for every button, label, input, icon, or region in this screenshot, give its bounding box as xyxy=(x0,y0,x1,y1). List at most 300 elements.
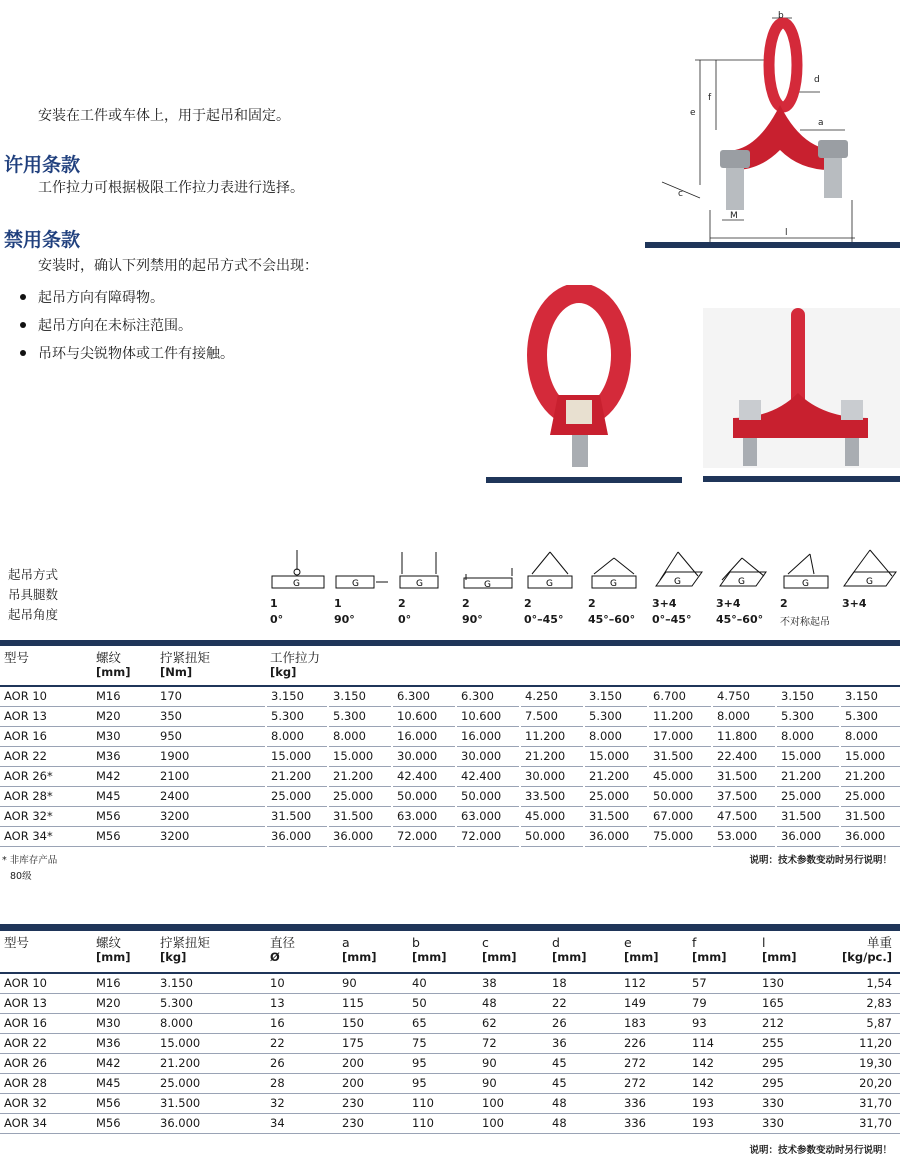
cell-wll: 50.000 xyxy=(648,786,712,806)
cell-torque: 170 xyxy=(156,686,266,706)
cell-wll: 25.000 xyxy=(328,786,392,806)
cell-wll: 17.000 xyxy=(648,726,712,746)
cell-wll: 21.200 xyxy=(584,766,648,786)
table-cell: M36 xyxy=(92,1033,156,1053)
cell-wll: 15.000 xyxy=(328,746,392,766)
table-cell: 38 xyxy=(478,973,548,993)
col-thread: 螺纹 [mm] xyxy=(92,646,156,686)
table-cell: 230 xyxy=(338,1093,408,1113)
list-item: 吊环与尖锐物体或工件有接触。 xyxy=(20,339,234,367)
cell-wll: 15.000 xyxy=(776,746,840,766)
table-row xyxy=(0,786,900,806)
cell-wll: 15.000 xyxy=(840,746,900,766)
table-row xyxy=(0,766,900,786)
cell-wll: 30.000 xyxy=(520,766,584,786)
col-header: 直径 Ø xyxy=(266,931,338,973)
cell-wll: 16.000 xyxy=(456,726,520,746)
table-cell: 31,70 xyxy=(822,1093,900,1113)
cell-wll: 3.150 xyxy=(840,686,900,706)
lifting-mode-6: G 2 45°–60° xyxy=(588,548,650,626)
dim-label-l: l xyxy=(785,228,788,238)
table-cell: 272 xyxy=(620,1053,688,1073)
col-header: b [mm] xyxy=(408,931,478,973)
cell-wll: 25.000 xyxy=(776,786,840,806)
dim-label-M: M xyxy=(730,211,738,221)
table-cell: 200 xyxy=(338,1053,408,1073)
cell-wll: 50.000 xyxy=(392,786,456,806)
cell-model: AOR 10 xyxy=(0,686,92,706)
svg-text:G: G xyxy=(610,579,617,589)
cell-wll: 8.000 xyxy=(266,726,328,746)
cell-wll: 21.200 xyxy=(840,766,900,786)
footnote-grade: 80级 xyxy=(10,871,32,882)
dim-label-c: c xyxy=(678,189,683,199)
bolt-thread xyxy=(572,435,588,467)
table-cell: 90 xyxy=(338,973,408,993)
col-header: e [mm] xyxy=(620,931,688,973)
mode-icon xyxy=(524,548,582,592)
cell-torque: 950 xyxy=(156,726,266,746)
table-cell: 149 xyxy=(620,993,688,1013)
cell-wll: 42.400 xyxy=(392,766,456,786)
cell-wll: 4.250 xyxy=(520,686,584,706)
table-cell: 336 xyxy=(620,1093,688,1113)
table-cell: 230 xyxy=(338,1113,408,1133)
table-cell: 272 xyxy=(620,1073,688,1093)
table-row xyxy=(0,806,900,826)
table-cell: 295 xyxy=(758,1053,822,1073)
table-cell: M45 xyxy=(92,1073,156,1093)
table-cell: 13 xyxy=(266,993,338,1013)
cell-wll: 11.800 xyxy=(712,726,776,746)
cell-wll: 31.500 xyxy=(712,766,776,786)
table-row xyxy=(0,993,900,1013)
cell-wll: 36.000 xyxy=(840,826,900,846)
table-cell: 20,20 xyxy=(822,1073,900,1093)
table-cell: M56 xyxy=(92,1093,156,1113)
cell-thread: M16 xyxy=(92,686,156,706)
lifting-mode-2: G 1 90° xyxy=(334,548,396,626)
table-row xyxy=(0,686,900,706)
cell-wll: 6.300 xyxy=(392,686,456,706)
table-cell: 115 xyxy=(338,993,408,1013)
table2-top-bar xyxy=(0,924,900,931)
table-cell: 142 xyxy=(688,1073,758,1093)
table-cell: AOR 13 xyxy=(0,993,92,1013)
table-cell: AOR 32 xyxy=(0,1093,92,1113)
svg-text:G: G xyxy=(352,579,359,589)
col-wll: 工作拉力 [kg] xyxy=(266,646,900,686)
cell-wll: 6.300 xyxy=(456,686,520,706)
table-cell: 16 xyxy=(266,1013,338,1033)
cell-torque: 1900 xyxy=(156,746,266,766)
lifting-mode-10: G 3+4 xyxy=(842,548,900,613)
product-photo-front xyxy=(486,285,682,485)
table-cell: 48 xyxy=(548,1113,620,1133)
cell-wll: 5.300 xyxy=(266,706,328,726)
col-header: f [mm] xyxy=(688,931,758,973)
col-model: 型号 xyxy=(0,646,92,686)
table-cell: 112 xyxy=(620,973,688,993)
table-cell: 22 xyxy=(548,993,620,1013)
cell-wll: 75.000 xyxy=(648,826,712,846)
col-header: d [mm] xyxy=(548,931,620,973)
cell-wll: 50.000 xyxy=(456,786,520,806)
cell-wll: 63.000 xyxy=(456,806,520,826)
table-cell: 295 xyxy=(758,1073,822,1093)
cell-wll: 25.000 xyxy=(840,786,900,806)
table-cell: 95 xyxy=(408,1073,478,1093)
collar xyxy=(566,400,592,424)
cell-wll: 6.700 xyxy=(648,686,712,706)
cell-wll: 47.500 xyxy=(712,806,776,826)
cell-wll: 63.000 xyxy=(392,806,456,826)
dim-label-b: b xyxy=(778,11,784,21)
mode-icon xyxy=(780,548,838,592)
lifting-mode-9: G 2 不对称起吊 xyxy=(780,548,850,628)
cell-model: AOR 22 xyxy=(0,746,92,766)
dim-label-f: f xyxy=(708,93,712,103)
cell-wll: 50.000 xyxy=(520,826,584,846)
cell-wll: 42.400 xyxy=(456,766,520,786)
col-header: 型号 xyxy=(0,931,92,973)
table-cell: 212 xyxy=(758,1013,822,1033)
table-cell: 75 xyxy=(408,1033,478,1053)
table-cell: 5,87 xyxy=(822,1013,900,1033)
table-cell: 165 xyxy=(758,993,822,1013)
bolt-head-left xyxy=(720,150,750,168)
cell-wll: 72.000 xyxy=(392,826,456,846)
table-cell: 336 xyxy=(620,1113,688,1133)
table-header-row xyxy=(0,931,900,973)
cell-torque: 2400 xyxy=(156,786,266,806)
mode-icon xyxy=(842,548,900,592)
col-header: 单重 [kg/pc.] xyxy=(822,931,900,973)
cell-wll: 21.200 xyxy=(776,766,840,786)
cell-wll: 5.300 xyxy=(776,706,840,726)
table-cell: AOR 26 xyxy=(0,1053,92,1073)
prohibited-list xyxy=(20,283,234,367)
table-cell: AOR 34 xyxy=(0,1113,92,1133)
list-item: 起吊方向有障碍物。 xyxy=(20,283,234,311)
table-cell: 48 xyxy=(548,1093,620,1113)
cell-thread: M56 xyxy=(92,826,156,846)
table-cell: 200 xyxy=(338,1073,408,1093)
cell-wll: 15.000 xyxy=(584,746,648,766)
table-cell: 11,20 xyxy=(822,1033,900,1053)
table-cell: 19,30 xyxy=(822,1053,900,1073)
cell-wll: 5.300 xyxy=(328,706,392,726)
product-photo-side xyxy=(703,298,900,486)
table-cell: 100 xyxy=(478,1113,548,1133)
table-cell: 72 xyxy=(478,1033,548,1053)
svg-text:G: G xyxy=(293,579,300,589)
svg-text:G: G xyxy=(802,579,809,589)
cell-wll: 33.500 xyxy=(520,786,584,806)
lifting-mode-4: G 2 90° xyxy=(462,548,524,626)
table-cell: 95 xyxy=(408,1053,478,1073)
table-row xyxy=(0,1093,900,1113)
table-cell: 5.300 xyxy=(156,993,266,1013)
table-row xyxy=(0,1053,900,1073)
cell-wll: 3.150 xyxy=(266,686,328,706)
cell-wll: 3.150 xyxy=(776,686,840,706)
table-cell: 255 xyxy=(758,1033,822,1053)
cell-wll: 45.000 xyxy=(520,806,584,826)
table-row xyxy=(0,1013,900,1033)
table-cell: 36 xyxy=(548,1033,620,1053)
table-cell: 93 xyxy=(688,1013,758,1033)
cell-thread: M45 xyxy=(92,786,156,806)
cell-wll: 15.000 xyxy=(266,746,328,766)
table-cell: 65 xyxy=(408,1013,478,1033)
cell-wll: 36.000 xyxy=(266,826,328,846)
table-cell: 114 xyxy=(688,1033,758,1053)
bullet-icon xyxy=(20,350,26,356)
table-cell: 28 xyxy=(266,1073,338,1093)
lifting-mode-8: G 3+4 45°–60° xyxy=(716,548,778,626)
table-cell: 10 xyxy=(266,973,338,993)
cell-wll: 36.000 xyxy=(584,826,648,846)
cell-wll: 8.000 xyxy=(584,726,648,746)
cell-model: AOR 13 xyxy=(0,706,92,726)
col-header: 螺纹 [mm] xyxy=(92,931,156,973)
table-cell: 48 xyxy=(478,993,548,1013)
cell-wll: 31.500 xyxy=(776,806,840,826)
table-cell: 150 xyxy=(338,1013,408,1033)
table-cell: 62 xyxy=(478,1013,548,1033)
table-cell: M30 xyxy=(92,1013,156,1033)
table-cell: 36.000 xyxy=(156,1113,266,1133)
mode-icon xyxy=(270,548,328,592)
table-cell: M20 xyxy=(92,993,156,1013)
table-cell: 79 xyxy=(688,993,758,1013)
cell-wll: 8.000 xyxy=(776,726,840,746)
cell-wll: 53.000 xyxy=(712,826,776,846)
table-cell: M56 xyxy=(92,1113,156,1133)
svg-text:G: G xyxy=(674,577,681,587)
cell-wll: 5.300 xyxy=(840,706,900,726)
svg-text:G: G xyxy=(484,580,491,590)
table1-note: 说明：技术参数变动时另行说明！ xyxy=(749,855,892,866)
bolt-thread-right xyxy=(824,158,842,198)
table-cell: 32 xyxy=(266,1093,338,1113)
table-cell: 18 xyxy=(548,973,620,993)
svg-text:G: G xyxy=(866,577,873,587)
cell-wll: 3.150 xyxy=(584,686,648,706)
cell-wll: 16.000 xyxy=(392,726,456,746)
diagram-baseline-bar xyxy=(645,242,900,248)
table-cell: AOR 22 xyxy=(0,1033,92,1053)
bullet-icon xyxy=(20,294,26,300)
cell-model: AOR 34* xyxy=(0,826,92,846)
table-cell: 175 xyxy=(338,1033,408,1053)
modes-row-labels: 起吊方式 吊具腿数 起吊角度 xyxy=(8,567,59,622)
cell-wll: 8.000 xyxy=(840,726,900,746)
table-cell: 330 xyxy=(758,1093,822,1113)
cell-thread: M42 xyxy=(92,766,156,786)
bolt-thread-left xyxy=(726,168,744,210)
dim-label-d: d xyxy=(814,75,820,85)
svg-text:G: G xyxy=(546,579,553,589)
table-cell: 8.000 xyxy=(156,1013,266,1033)
table2-note: 说明：技术参数变动时另行说明！ xyxy=(749,1145,892,1156)
mode-icon xyxy=(334,548,392,592)
table-cell: 226 xyxy=(620,1033,688,1053)
cell-wll: 30.000 xyxy=(392,746,456,766)
cell-wll: 25.000 xyxy=(584,786,648,806)
mode-icon xyxy=(588,548,646,592)
table-cell: 40 xyxy=(408,973,478,993)
col-header: 拧紧扭矩 [kg] xyxy=(156,931,266,973)
cell-wll: 25.000 xyxy=(266,786,328,806)
section-title-prohibited: 禁用条款 xyxy=(4,229,81,251)
cell-wll: 11.200 xyxy=(520,726,584,746)
table-cell: 3.150 xyxy=(156,973,266,993)
table-cell: 110 xyxy=(408,1113,478,1133)
table-row xyxy=(0,1073,900,1093)
cell-wll: 36.000 xyxy=(776,826,840,846)
footnote-non-stock: * 非库存产品 xyxy=(2,855,58,866)
intro-text: 安装在工件或车体上，用于起吊和固定。 xyxy=(38,108,290,124)
table-cell: 193 xyxy=(688,1113,758,1133)
cell-wll: 36.000 xyxy=(328,826,392,846)
lifting-mode-7: G 3+4 0°–45° xyxy=(652,548,714,626)
col-header: a [mm] xyxy=(338,931,408,973)
table-cell: 21.200 xyxy=(156,1053,266,1073)
mode-icon xyxy=(462,548,520,592)
table-cell: 2,83 xyxy=(822,993,900,1013)
table-row xyxy=(0,1113,900,1133)
cell-wll: 10.600 xyxy=(392,706,456,726)
table-cell: AOR 16 xyxy=(0,1013,92,1033)
cell-wll: 31.500 xyxy=(328,806,392,826)
photo-baseline-bar xyxy=(703,476,900,482)
section-title-permitted: 许用条款 xyxy=(4,154,81,176)
table-cell: 90 xyxy=(478,1073,548,1093)
cell-wll: 67.000 xyxy=(648,806,712,826)
table-cell: 193 xyxy=(688,1093,758,1113)
cell-thread: M30 xyxy=(92,726,156,746)
table-cell: M42 xyxy=(92,1053,156,1073)
table-row xyxy=(0,1033,900,1053)
table-row xyxy=(0,726,900,746)
table-cell: 31.500 xyxy=(156,1093,266,1113)
table-header-row xyxy=(0,646,900,686)
cell-model: AOR 26* xyxy=(0,766,92,786)
cell-wll: 21.200 xyxy=(520,746,584,766)
cell-wll: 22.400 xyxy=(712,746,776,766)
cell-thread: M36 xyxy=(92,746,156,766)
lifting-mode-3: G 2 0° xyxy=(398,548,460,626)
section-text-prohibited: 安装时，确认下列禁用的起吊方式不会出现： xyxy=(38,258,318,274)
col-torque: 拧紧扭矩 [Nm] xyxy=(156,646,266,686)
cell-model: AOR 28* xyxy=(0,786,92,806)
dim-label-e: e xyxy=(690,108,696,118)
cell-model: AOR 32* xyxy=(0,806,92,826)
cell-wll: 31.500 xyxy=(648,746,712,766)
dimension-table xyxy=(0,931,900,1134)
cell-wll: 21.200 xyxy=(328,766,392,786)
mode-icon xyxy=(716,548,774,592)
cell-wll: 8.000 xyxy=(328,726,392,746)
dimension-diagram xyxy=(640,10,900,250)
cell-wll: 10.600 xyxy=(456,706,520,726)
section-text-permitted: 工作拉力可根据极限工作拉力表进行选择。 xyxy=(38,180,304,196)
table-cell: M16 xyxy=(92,973,156,993)
table-cell: 100 xyxy=(478,1093,548,1113)
table-row xyxy=(0,826,900,846)
cell-torque: 3200 xyxy=(156,826,266,846)
dim-label-a: a xyxy=(818,118,824,128)
table-cell: 50 xyxy=(408,993,478,1013)
photo-baseline-bar xyxy=(486,477,682,483)
table-cell: AOR 10 xyxy=(0,973,92,993)
table-cell: 330 xyxy=(758,1113,822,1133)
cell-wll: 7.500 xyxy=(520,706,584,726)
table-cell: 25.000 xyxy=(156,1073,266,1093)
cell-wll: 3.150 xyxy=(328,686,392,706)
mode-icon xyxy=(398,548,456,592)
shackle-ring xyxy=(769,23,797,107)
table-row xyxy=(0,746,900,766)
table-cell: 142 xyxy=(688,1053,758,1073)
mode-icon xyxy=(652,548,710,592)
col-header: c [mm] xyxy=(478,931,548,973)
table-cell: 34 xyxy=(266,1113,338,1133)
list-item: 起吊方向在未标注范围。 xyxy=(20,311,234,339)
table-cell: 90 xyxy=(478,1053,548,1073)
svg-text:G: G xyxy=(416,579,423,589)
table-cell: 26 xyxy=(548,1013,620,1033)
table-cell: 22 xyxy=(266,1033,338,1053)
table-cell: 1,54 xyxy=(822,973,900,993)
table-cell: 110 xyxy=(408,1093,478,1113)
lifting-mode-5: G 2 0°–45° xyxy=(524,548,586,626)
table-cell: 26 xyxy=(266,1053,338,1073)
table-cell: 15.000 xyxy=(156,1033,266,1053)
cell-wll: 21.200 xyxy=(266,766,328,786)
cell-wll: 5.300 xyxy=(584,706,648,726)
table-cell: 130 xyxy=(758,973,822,993)
cell-wll: 31.500 xyxy=(266,806,328,826)
bullet-icon xyxy=(20,322,26,328)
cell-wll: 45.000 xyxy=(648,766,712,786)
table-cell: 31,70 xyxy=(822,1113,900,1133)
cell-wll: 11.200 xyxy=(648,706,712,726)
cell-torque: 3200 xyxy=(156,806,266,826)
table-cell: 45 xyxy=(548,1073,620,1093)
bolt-head-right xyxy=(818,140,848,158)
cell-torque: 2100 xyxy=(156,766,266,786)
table-row xyxy=(0,706,900,726)
cell-model: AOR 16 xyxy=(0,726,92,746)
table-cell: 183 xyxy=(620,1013,688,1033)
table-cell: 45 xyxy=(548,1053,620,1073)
cell-wll: 4.750 xyxy=(712,686,776,706)
cell-wll: 8.000 xyxy=(712,706,776,726)
cell-thread: M56 xyxy=(92,806,156,826)
cell-wll: 30.000 xyxy=(456,746,520,766)
table-row xyxy=(0,973,900,993)
cell-thread: M20 xyxy=(92,706,156,726)
table-cell: AOR 28 xyxy=(0,1073,92,1093)
wll-table xyxy=(0,646,900,847)
cell-torque: 350 xyxy=(156,706,266,726)
table-cell: 57 xyxy=(688,973,758,993)
col-header: l [mm] xyxy=(758,931,822,973)
cell-wll: 31.500 xyxy=(840,806,900,826)
